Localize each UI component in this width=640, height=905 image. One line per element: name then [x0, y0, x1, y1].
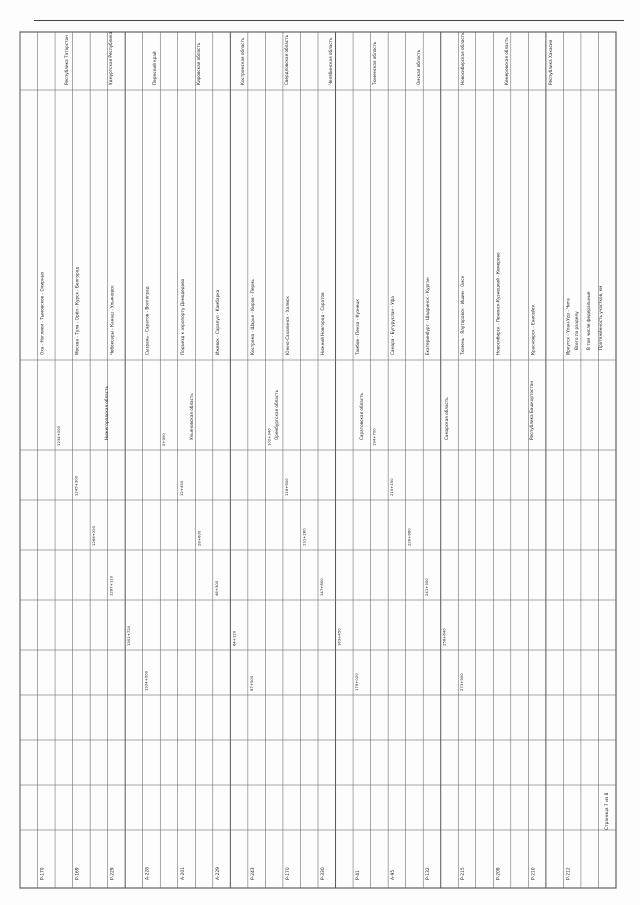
row-code: Р-132	[426, 867, 432, 880]
column-header: Кемеровская область	[504, 37, 509, 85]
column-header: Новосибирская область	[460, 32, 465, 85]
km-value: 163+450	[336, 628, 342, 646]
row-code: Р-243	[250, 867, 256, 880]
km-value: 1324+000	[143, 670, 149, 691]
footer-label: Протяжённость участков, км	[598, 285, 603, 350]
km-value: 226+880	[406, 528, 412, 546]
route-name: Сызрань - Саратов - Волгоград	[144, 286, 150, 355]
km-value: 12+450	[178, 480, 184, 496]
column-header: Свердловская область	[284, 34, 289, 85]
row-code: Р-208	[496, 867, 502, 880]
route-name: Чебоксары - Канаш - Ульяновск	[109, 285, 115, 355]
route-name: Новосибирск - Ленинск-Кузнецкий - Кемерово	[495, 252, 501, 355]
km-value: 131+260	[301, 528, 307, 546]
km-value: 1245+300	[73, 475, 79, 496]
row-code: Р-212	[566, 867, 572, 880]
section-header: Самарская область	[444, 397, 449, 440]
route-name: Иркутск - Улан-Удэ - Чита	[565, 298, 571, 355]
km-value: 0+000	[161, 433, 167, 446]
footer-label: В том числе федеральные	[586, 291, 591, 350]
route-name: Ижевск - Сарапул - Камбарка	[214, 289, 220, 355]
route-name: Самара - Бугуруслан - Уфа	[390, 296, 396, 355]
km-value: 258+640	[441, 628, 447, 646]
page-label: Страница 7 из 8	[605, 792, 610, 830]
km-value: 194+700	[371, 428, 377, 446]
km-value: 273+900	[459, 673, 465, 691]
section-header: Республика Башкортостан	[529, 380, 534, 440]
km-value: 1301+720	[126, 625, 132, 646]
top-rule	[34, 20, 624, 21]
km-value: 118+900	[283, 478, 289, 496]
section-header: Ульяновская область	[189, 393, 194, 440]
column-header: Тюменская область	[372, 41, 377, 85]
km-value: 1234+000	[56, 425, 62, 446]
route-name: Кострома - Шарья - Киров - Пермь	[249, 279, 255, 355]
section-header: Саратовская область	[359, 392, 364, 440]
column-header: Омская область	[416, 49, 421, 85]
column-header: Кировская область	[196, 42, 201, 85]
route-name: Екатеринбург - Шадринск - Курган	[425, 277, 431, 355]
route-name: Тамбов - Пенза - Кузнецк	[355, 299, 361, 355]
column-header: Пермский край	[152, 51, 157, 85]
route-name: Оха - Ноглики - Тымовское - Смирных	[39, 271, 45, 355]
row-code: А-228	[145, 867, 151, 880]
column-header: Удмуртская Республика	[108, 31, 113, 85]
km-value: 179+020	[354, 673, 360, 691]
km-value: 210+150	[389, 478, 395, 496]
row-code: Р-210	[531, 867, 537, 880]
km-value: 1287+110	[108, 575, 114, 596]
row-code: Р-41	[356, 870, 362, 880]
row-code: Р-170	[40, 867, 46, 880]
row-code: Р-229	[110, 867, 116, 880]
route-name: Нижний Новгород - Саратов	[320, 292, 325, 355]
section-header: Оренбургская область	[274, 389, 279, 440]
route-name: Южно-Сахалинск - Холмск	[284, 296, 290, 355]
route-name: Подъезд к аэропорту Домодедово	[179, 278, 185, 355]
km-value: 241+300	[424, 578, 430, 596]
section-header: Нижегородская область	[104, 386, 109, 440]
row-code: Р-215	[461, 867, 467, 880]
column-header: Костромская область	[240, 37, 245, 85]
rotated-table-region	[18, 30, 618, 890]
row-code: Р-170	[285, 867, 291, 880]
route-name: Тюмень - Ялуторовск - Ишим - Омск	[460, 275, 466, 355]
row-code: А-95	[391, 869, 397, 880]
km-value: 102+340	[266, 428, 272, 446]
km-value: 1268+250	[91, 525, 97, 546]
km-value: 147+800	[319, 578, 324, 596]
row-code: А-201	[180, 867, 186, 880]
km-value: 64+120	[231, 630, 237, 646]
column-header: Челябинская область	[328, 37, 333, 85]
route-name: Москва - Тула - Орёл - Курск - Белгород	[74, 266, 80, 355]
route-name: Красноярск - Енисейск	[530, 304, 536, 355]
rotated-table	[18, 30, 618, 890]
row-code: Р-330	[321, 867, 326, 880]
km-value: 28+600	[196, 530, 202, 546]
column-header: Республика Хакасия	[548, 39, 553, 85]
column-header: Республика Татарстан	[64, 35, 69, 85]
row-code: Р-169	[75, 867, 81, 880]
km-value: 87+500	[248, 675, 254, 691]
footer-label: Всего по разделу	[574, 311, 579, 350]
km-value: 46+300	[213, 580, 219, 596]
row-code: А-229	[215, 867, 221, 880]
